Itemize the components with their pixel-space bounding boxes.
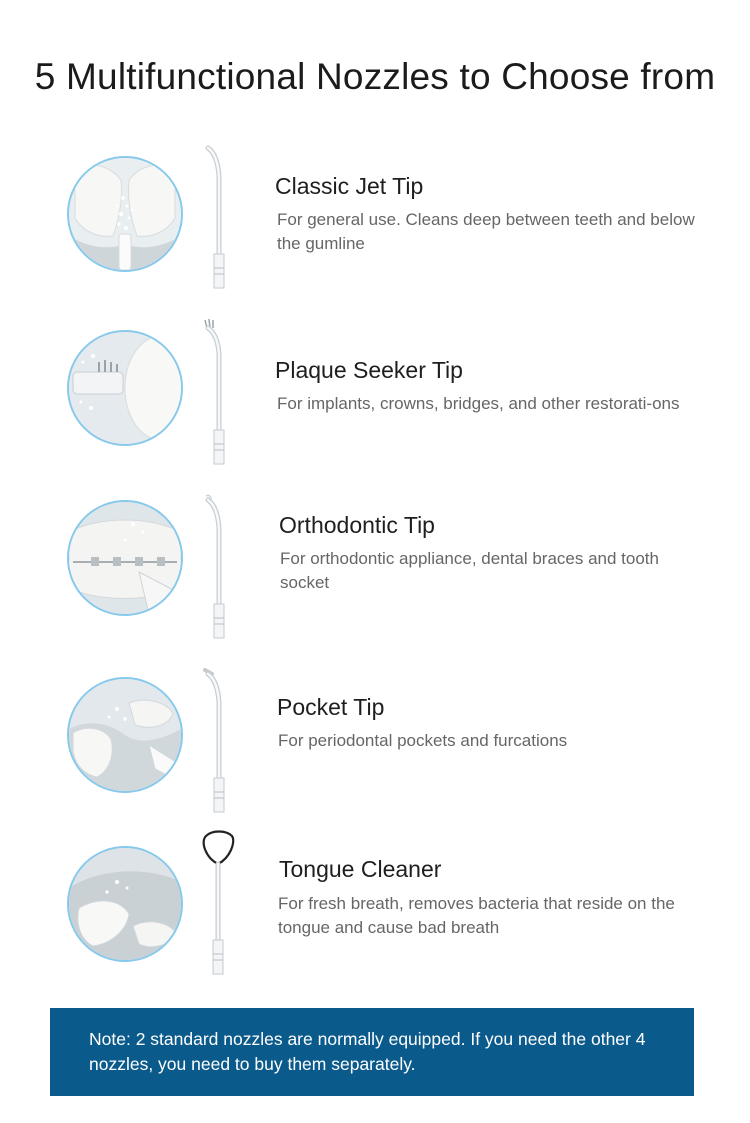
note-text: Note: 2 standard nozzles are normally equipped. If you need the other 4 nozzles, you need to buy them separately. [89,1029,646,1074]
tip-description: For orthodontic appliance, dental braces and tooth socket [280,549,659,592]
page-title: 5 Multifunctional Nozzles to Choose from [34,56,716,97]
teeth-photo-classic-jet [67,156,183,272]
pocket-nozzle-icon [198,666,238,816]
tip-description: For periodontal pockets and furcations [278,731,568,750]
classic-jet-nozzle-icon [198,142,238,292]
tip-name: Plaque Seeker Tip [275,357,463,383]
nozzle-row-orthodontic [0,488,750,658]
tip-name: Tongue Cleaner [279,856,442,882]
nozzle-row-plaque-seeker [0,316,750,486]
orthodontic-nozzle-icon [198,492,238,642]
teeth-photo-plaque-seeker [67,330,183,446]
tip-name: Classic Jet Tip [275,173,424,199]
tip-description: For implants, crowns, bridges, and other restorati-ons [277,394,680,413]
teeth-photo-pocket [67,677,183,793]
tongue-photo [67,846,183,962]
nozzle-row-classic-jet [0,140,750,310]
tip-name: Pocket Tip [277,694,385,720]
plaque-seeker-nozzle-icon [198,318,238,468]
teeth-photo-orthodontic [67,500,183,616]
nozzle-row-pocket [0,664,750,834]
tongue-cleaner-nozzle-icon [198,828,238,978]
note-banner [50,1008,694,1096]
tip-description: For general use. Cleans deep between teeth and below the gumline [277,210,695,253]
tip-name: Orthodontic Tip [279,512,435,538]
nozzle-row-tongue-cleaner [0,832,750,1002]
tip-description: For fresh breath, removes bacteria that reside on the tongue and cause bad breath [278,894,675,937]
